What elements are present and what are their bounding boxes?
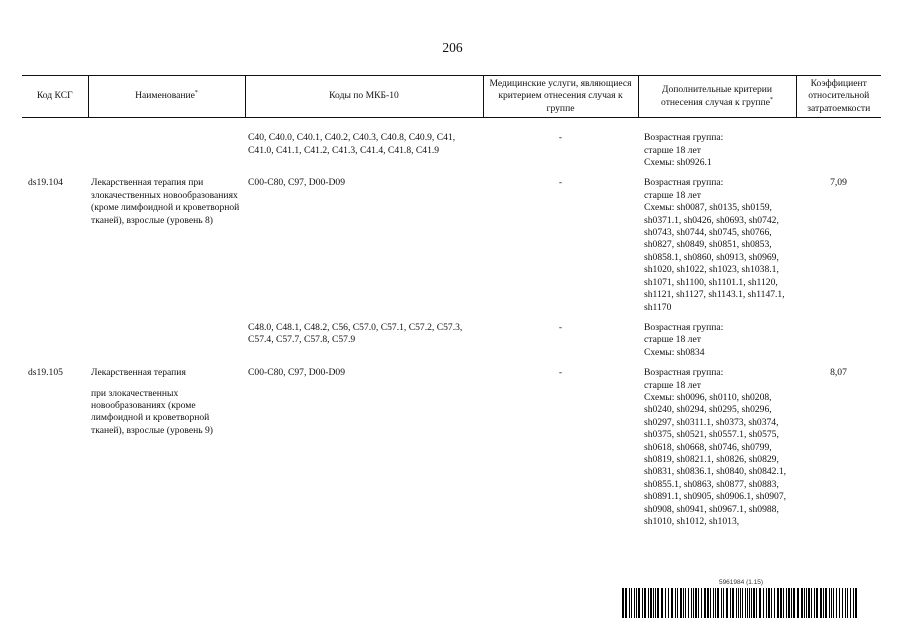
icd-codes: C40, C40.0, C40.1, C40.2, C40.3, C40.8, C40.9, C41, C41.0, C41.1, C41.2, C41.3, C41.4, C41.8, C41.9: [248, 132, 456, 156]
table-row: [22, 367, 881, 528]
barcode-bar: [747, 588, 748, 618]
barcode-bar: [847, 588, 848, 618]
coefficient: [796, 132, 881, 177]
barcode-bar: [715, 588, 716, 618]
services: -: [558, 177, 563, 189]
barcode-bar: [661, 588, 663, 618]
barcode-bar: [642, 588, 643, 618]
barcode-bar: [650, 588, 652, 618]
barcode-bar: [753, 588, 755, 618]
header-code: Код КСГ: [22, 76, 88, 118]
barcode-bar: [756, 588, 757, 618]
header-coef: Коэффициент относительной затратоемкости: [796, 76, 881, 118]
barcode-bar: [797, 588, 799, 618]
barcode-bar: [726, 588, 728, 618]
ksg-name: [88, 322, 245, 367]
barcode-bar: [745, 588, 746, 618]
barcode-bar: [791, 588, 792, 618]
coefficient: 8,07: [830, 367, 847, 379]
header-name: Наименование*: [88, 76, 245, 118]
barcode: [622, 579, 860, 629]
barcode-bar: [717, 588, 719, 618]
barcode-bar: [853, 588, 854, 618]
barcode-bar: [625, 588, 627, 618]
barcode-bar: [677, 588, 678, 618]
barcode-bar: [766, 588, 767, 618]
barcode-bar: [814, 588, 815, 618]
ksg-code: ds19.105: [28, 367, 63, 379]
barcode-bar: [713, 588, 714, 618]
barcode-bar: [808, 588, 810, 618]
header-icd: Коды по МКБ-10: [245, 76, 483, 118]
barcode-bar: [771, 588, 772, 618]
barcode-bar: [749, 588, 750, 618]
barcode-bar: [701, 588, 702, 618]
ksg-name: Лекарственная терапия при злокачественных новообразованиях (кроме лимфоидной и кроветворной тканей), взрослые (уровень 8): [91, 177, 240, 226]
barcode-bar: [638, 588, 640, 618]
barcode-bar: [704, 588, 706, 618]
barcode-bar: [685, 588, 686, 618]
barcode-bar: [806, 588, 807, 618]
ksg-name: [88, 132, 245, 177]
barcode-bar: [829, 588, 830, 618]
ksg-code: [22, 322, 88, 367]
barcode-bar: [631, 588, 632, 618]
barcode-bar: [780, 588, 782, 618]
barcode-bar: [691, 588, 692, 618]
barcode-bar: [698, 588, 699, 618]
footnote-mark: *: [194, 90, 198, 97]
barcode-bar: [801, 588, 803, 618]
barcode-bar: [804, 588, 805, 618]
barcode-bar: [657, 588, 659, 618]
barcode-bar: [721, 588, 722, 618]
barcode-bar: [655, 588, 656, 618]
barcode-bar: [833, 588, 834, 618]
services: -: [558, 321, 563, 333]
barcode-bar: [768, 588, 770, 618]
criteria: Возрастная группа: старше 18 лет Схемы: sh0087, sh0135, sh0159, sh0371.1, sh0426, sh0693, sh0742, sh0743, sh0744, sh0745, sh0766, sh0827, sh0849, sh0851, sh0853, sh0858.1, sh0860, sh0913, sh0969, sh1020, sh1022, sh1023, sh1038.1, sh1071, sh1100, sh1101.1, sh1120, sh1121, sh1127, sh1143.1, sh1147.1, sh1170: [644, 177, 785, 313]
criteria: Возрастная группа: старше 18 лет Схемы: sh0926.1: [644, 132, 724, 169]
barcode-bar: [644, 588, 646, 618]
barcode-bar: [825, 588, 827, 618]
barcode-bar: [811, 588, 812, 618]
barcode-bar: [763, 588, 764, 618]
barcode-bar: [820, 588, 822, 618]
criteria: Возрастная группа: старше 18 лет Схемы: sh0096, sh0110, sh0208, sh0240, sh0294, sh0295, sh0296, sh0297, sh0311.1, sh0373, sh0374, sh0375, sh0521, sh0557.1, sh0575, sh0618, sh0668, sh0746, sh0799, sh0819, sh0821.1, sh0826, sh0829, sh0831, sh0836.1, sh0840, sh0842.1, sh0855.1, sh0863, sh0877, sh0883, sh0891.1, sh0905, sh0906.1, sh0907, sh0908, sh0941, sh0967.1, sh0988, sh1010, sh1012, sh1013,: [644, 367, 787, 527]
barcode-bar: [665, 588, 666, 618]
spacer-row: [22, 118, 881, 133]
table-row: [22, 322, 881, 367]
barcode-bar: [740, 588, 741, 618]
barcode-bar: [629, 588, 630, 618]
barcode-bar: [683, 588, 684, 618]
table-row: [22, 177, 881, 321]
barcode-bar: [736, 588, 737, 618]
barcode-bar: [845, 588, 846, 618]
icd-codes: C48.0, C48.1, C48.2, C56, C57.0, C57.1, C57.2, C57.3, C57.4, C57.7, C57.8, C57.9: [248, 321, 463, 346]
barcode-bar: [816, 588, 818, 618]
barcode-bar: [622, 588, 624, 618]
table-row: [22, 132, 881, 177]
barcode-bar: [831, 588, 832, 618]
barcode-bar: [707, 588, 709, 618]
page-number: 206: [442, 40, 463, 55]
table-header-row: [22, 76, 881, 118]
barcode-bar: [793, 588, 795, 618]
header-criteria: Дополнительные критерии отнесения случая к группе*: [638, 76, 796, 118]
coefficient: 7,09: [830, 177, 847, 189]
barcode-bar: [759, 588, 761, 618]
barcode-bar: [688, 588, 689, 618]
footnote-mark: *: [769, 96, 773, 103]
ksg-name: Лекарственная терапия при злокачественных новообразованиях (кроме лимфоидной и кроветворной тканей), взрослые (уровень 9): [91, 367, 214, 436]
barcode-bar: [836, 588, 837, 618]
barcode-bar: [788, 588, 790, 618]
barcode-bar: [668, 588, 669, 618]
ksg-code: ds19.104: [28, 177, 63, 189]
barcode-bar: [671, 588, 673, 618]
barcode-bar: [695, 588, 697, 618]
barcode-bar: [636, 588, 637, 618]
icd-codes: C00-C80, C97, D00-D09: [248, 367, 346, 379]
barcode-bar: [774, 588, 775, 618]
barcode-bar: [783, 588, 784, 618]
barcode-bar: [653, 588, 654, 618]
barcode-bar: [751, 588, 752, 618]
barcode-bar: [680, 588, 682, 618]
barcode-bar: [648, 588, 649, 618]
barcode-bar: [675, 588, 676, 618]
barcode-bar: [710, 588, 711, 618]
barcode-bar: [855, 588, 857, 618]
barcode-bar: [634, 588, 635, 618]
barcode-bar: [732, 588, 734, 618]
barcode-bar: [742, 588, 743, 618]
barcode-bar: [730, 588, 731, 618]
barcode-bar: [723, 588, 724, 618]
header-services: Медицинские услуги, являющиеся критерием отнесения случая к группе: [483, 76, 638, 118]
barcode-bar: [839, 588, 840, 618]
criteria: Возрастная группа: старше 18 лет Схемы: sh0834: [644, 321, 724, 358]
barcode-bar: [786, 588, 787, 618]
barcode-bar: [738, 588, 739, 618]
barcode-bar: [842, 588, 843, 618]
services: -: [558, 367, 563, 379]
barcode-bar: [850, 588, 851, 618]
barcode-bar: [777, 588, 779, 618]
barcode-bar: [693, 588, 694, 618]
coefficient: [796, 322, 881, 367]
ksg-code: [22, 132, 88, 177]
ksg-table: [22, 75, 881, 528]
barcode-image: [622, 588, 860, 618]
barcode-label: 5961984 (1.15): [718, 579, 764, 586]
services: -: [558, 132, 563, 144]
barcode-bar: [823, 588, 824, 618]
icd-codes: C00-C80, C97, D00-D09: [248, 177, 346, 189]
